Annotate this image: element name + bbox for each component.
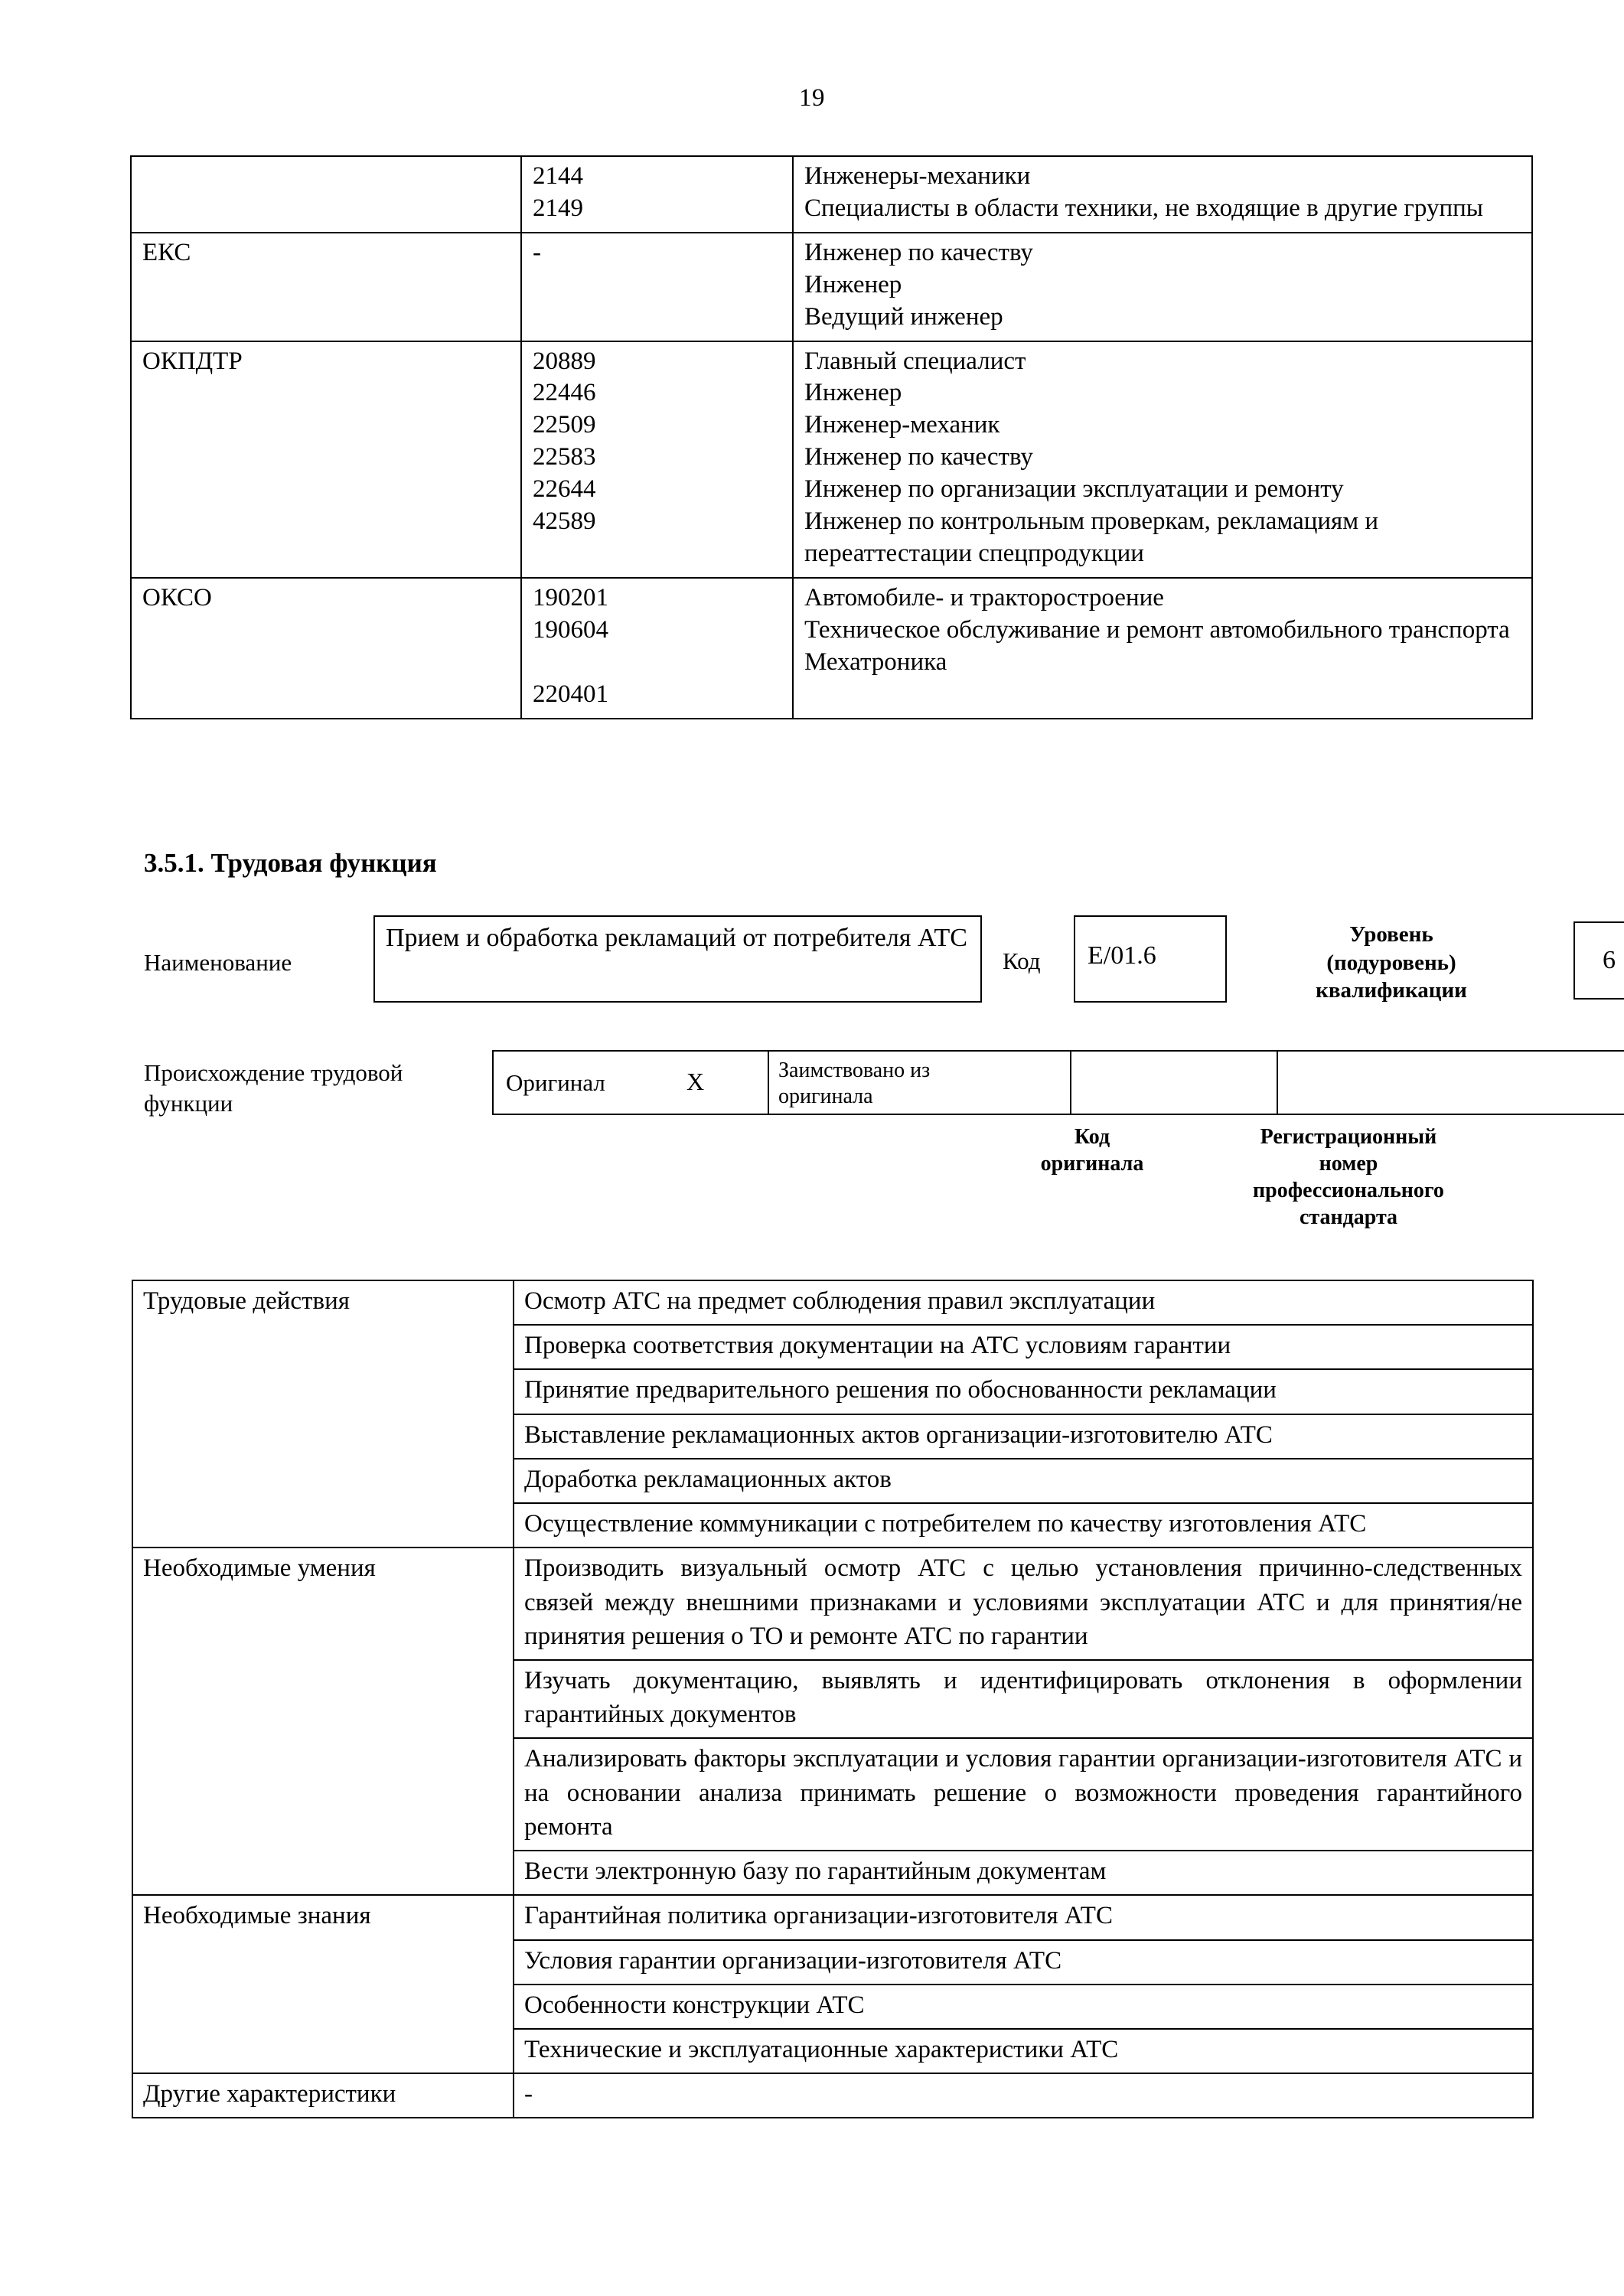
- level-label-line: (подуровень): [1326, 950, 1456, 975]
- classifier-title-cell: [793, 233, 1532, 341]
- code-value: 190201: [533, 583, 608, 612]
- title-value: Инженер по организации эксплуатации и ремонту: [804, 475, 1344, 504]
- title-value: Инженер: [804, 379, 902, 407]
- classifier-code-cell: [521, 156, 793, 233]
- tf-item: Осмотр АТС на предмет соблюдения правил эксплуатации: [514, 1280, 1533, 1325]
- code-value: 22583: [533, 443, 596, 471]
- code-value: -: [533, 238, 541, 266]
- function-name-row: [144, 915, 1616, 1006]
- origin-code-caption-line: оригинала: [1040, 1152, 1144, 1176]
- origin-code-caption-line: Код: [1074, 1125, 1110, 1149]
- classifier-name-cell: ЕКС: [131, 233, 521, 341]
- tf-item: Изучать документацию, выявлять и идентифицировать отклонения в оформлении гарантийных документов: [514, 1660, 1533, 1738]
- tf-item: Гарантийная политика организации-изготовителя АТС: [514, 1895, 1533, 1939]
- origin-code-caption: [989, 1124, 1195, 1177]
- table-row: [132, 1895, 1533, 1939]
- code-value: 22446: [533, 379, 596, 407]
- tf-section-label: Другие характеристики: [132, 2073, 514, 2118]
- title-value: Главный специалист: [804, 347, 1026, 375]
- function-code-value: E/01.6: [1074, 915, 1227, 1003]
- classifier-code-cell: [521, 578, 793, 719]
- title-value: Инженер: [804, 270, 902, 298]
- origin-original-mark: X: [686, 1068, 705, 1095]
- tf-item: Выставление рекламационных актов организации-изготовителю АТС: [514, 1414, 1533, 1459]
- title-value: Техническое обслуживание и ремонт автомобильного транспорта: [804, 615, 1510, 644]
- code-value: 42589: [533, 507, 596, 536]
- table-row: [131, 233, 1532, 341]
- function-name-label: Наименование: [144, 949, 292, 976]
- level-label-line: Уровень: [1349, 922, 1433, 947]
- page-number: 19: [799, 84, 825, 112]
- classifier-name-cell: ОКСО: [131, 578, 521, 719]
- classifier-title-cell: [793, 578, 1532, 719]
- code-value: 190604: [533, 615, 608, 644]
- table-row: [131, 578, 1532, 719]
- origin-borrowed-label-line: Заимствовано из: [778, 1058, 931, 1082]
- title-value: Инженер-механик: [804, 411, 1000, 439]
- classifier-title-cell: [793, 156, 1532, 233]
- classifier-code-cell: [521, 233, 793, 341]
- function-name-value: Прием и обработка рекламаций от потребителя АТС: [373, 915, 982, 1003]
- tf-item: Проверка соответствия документации на АТС условиям гарантии: [514, 1325, 1533, 1369]
- code-value: 2144: [533, 162, 583, 190]
- function-origin-boxes: [492, 1050, 1624, 1115]
- section-heading: 3.5.1. Трудовая функция: [144, 848, 437, 878]
- title-value: Автомобиле- и тракторостроение: [804, 583, 1164, 612]
- origin-label-line: Происхождение трудовой: [144, 1059, 403, 1086]
- origin-regnumber-caption: [1195, 1124, 1502, 1231]
- qualification-level-value: 6: [1573, 921, 1624, 1000]
- origin-original-cell: [494, 1052, 769, 1114]
- table-row: [131, 341, 1532, 578]
- code-value: 20889: [533, 347, 596, 375]
- classifier-name-cell: [131, 156, 521, 233]
- labour-function-table: [132, 1280, 1534, 2118]
- code-value: 22644: [533, 475, 596, 504]
- title-value: Мехатроника: [804, 647, 947, 676]
- classifier-title-cell: [793, 341, 1532, 578]
- table-row: [132, 1548, 1533, 1660]
- origin-regnumber-caption-line: номер: [1319, 1152, 1378, 1176]
- tf-item: Анализировать факторы эксплуатации и условия гарантии организации-изготовителя АТС и на основании анализа принимать решение о возможности проведения гарантийного ремонта: [514, 1738, 1533, 1851]
- title-value: Инженер по контрольным проверкам, рекламациям и переаттестации спецпродукции: [804, 507, 1379, 567]
- title-value: Инженеры-механики: [804, 162, 1031, 190]
- code-value: 22509: [533, 411, 596, 439]
- tf-item: Принятие предварительного решения по обоснованности рекламации: [514, 1369, 1533, 1414]
- origin-regnumber-caption-line: стандарта: [1299, 1205, 1398, 1229]
- tf-item: Вести электронную базу по гарантийным документам: [514, 1851, 1533, 1895]
- level-label-line: квалификации: [1316, 978, 1467, 1003]
- table-row: [132, 1280, 1533, 1325]
- origin-regnumber-caption-line: Регистрационный: [1260, 1125, 1437, 1149]
- qualification-level-label: [1269, 921, 1514, 1005]
- tf-item: Доработка рекламационных актов: [514, 1459, 1533, 1503]
- code-spacer: [533, 647, 781, 679]
- code-value: 220401: [533, 680, 608, 708]
- tf-item: -: [514, 2073, 1533, 2118]
- origin-original-label: Оригинал: [506, 1069, 605, 1096]
- title-value: Инженер по качеству: [804, 238, 1033, 266]
- origin-regnumber-caption-line: профессионального: [1253, 1179, 1444, 1202]
- tf-item: Осуществление коммуникации с потребителем по качеству изготовления АТС: [514, 1503, 1533, 1548]
- origin-regnumber-cell: [1278, 1052, 1624, 1114]
- code-value: 2149: [533, 194, 583, 222]
- table-row: [131, 156, 1532, 233]
- classifier-table: [130, 155, 1533, 719]
- function-code-label: Код: [1003, 947, 1041, 974]
- function-origin-label: [144, 1058, 473, 1120]
- tf-item: Производить визуальный осмотр АТС с целью установления причинно-следственных связей между внешними признаками и условиями эксплуатации АТС и для принятия/не принятия решения о ТО и ремонте АТС по гарантии: [514, 1548, 1533, 1660]
- classifier-name-cell: ОКПДТР: [131, 341, 521, 578]
- tf-section-label: Необходимые знания: [132, 1895, 514, 2073]
- tf-item: Технические и эксплуатационные характеристики АТС: [514, 2029, 1533, 2073]
- origin-label-line: функции: [144, 1090, 233, 1117]
- title-value: Инженер по качеству: [804, 443, 1033, 471]
- origin-code-cell: [1071, 1052, 1278, 1114]
- origin-borrowed-label-line: оригинала: [778, 1084, 873, 1109]
- origin-borrowed-cell: [769, 1052, 1071, 1114]
- table-row: [132, 2073, 1533, 2118]
- tf-section-label: Трудовые действия: [132, 1280, 514, 1548]
- title-value: Ведущий инженер: [804, 302, 1003, 331]
- classifier-code-cell: [521, 341, 793, 578]
- tf-item: Особенности конструкции АТС: [514, 1985, 1533, 2029]
- tf-item: Условия гарантии организации-изготовителя АТС: [514, 1940, 1533, 1985]
- title-value: Специалисты в области техники, не входящие в другие группы: [804, 194, 1483, 222]
- tf-section-label: Необходимые умения: [132, 1548, 514, 1895]
